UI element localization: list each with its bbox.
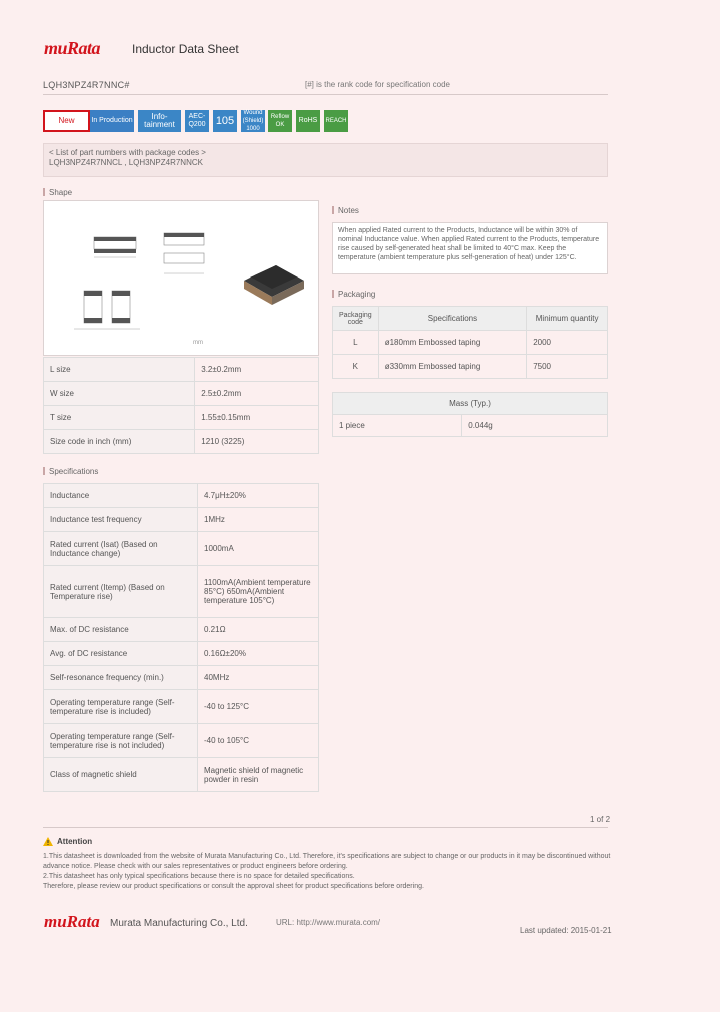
mass-table — [332, 392, 608, 437]
part-list-box — [43, 143, 608, 177]
spec-label: Operating temperature range (Self-temperature rise is not included) — [44, 724, 198, 758]
infotainment-badge: Info-tainment — [138, 110, 181, 132]
spec-value: 4.7μH±20% — [198, 484, 319, 508]
footer-murata-logo: muRata — [44, 912, 100, 931]
in-production-badge: In Production — [90, 110, 134, 132]
page-number: 1 of 2 — [590, 815, 611, 824]
mass-label: 1 piece — [333, 415, 462, 437]
page-title: Inductor Data Sheet — [132, 42, 239, 56]
packaging-spec: ø330mm Embossed taping — [378, 355, 527, 379]
reflow-ok-badge: Reflow OK — [268, 110, 292, 132]
spec-label: Rated current (Isat) (Based on Inductance change) — [44, 532, 198, 566]
spec-value: 1000mA — [198, 532, 319, 566]
mass-row — [333, 415, 608, 437]
new-badge: New — [43, 110, 90, 132]
notes-box — [332, 222, 608, 274]
spec-row — [44, 484, 319, 508]
dimension-row — [44, 430, 319, 454]
spec-row — [44, 758, 319, 792]
spec-row — [44, 566, 319, 618]
part-number: LQH3NPZ4R7NNC# — [43, 80, 130, 90]
temp-105-badge: 105 — [213, 110, 237, 132]
mass-value: 0.044g — [462, 415, 608, 437]
specifications-table — [43, 483, 319, 792]
mass-header-row — [333, 393, 608, 415]
packaging-row — [333, 331, 608, 355]
rohs-badge: RoHS — [296, 110, 320, 132]
part-list-parts: LQH3NPZ4R7NNCL , LQH3NPZ4R7NNCK — [49, 158, 203, 167]
footer-last-updated: Last updated: 2015-01-21 — [520, 926, 612, 935]
packaging-qty: 2000 — [527, 331, 608, 355]
packaging-head-code: Packaging code — [333, 307, 379, 331]
specifications-table-wrap — [43, 483, 319, 792]
wound-shield-badge: Wound (Shield) 1000 — [242, 110, 264, 132]
shape-section-title: Shape — [43, 188, 72, 197]
spec-label: Class of magnetic shield — [44, 758, 198, 792]
spec-label: Max. of DC resistance — [44, 618, 198, 642]
spec-value: 1100mA(Ambient temperature 85°C) 650mA(Ambient temperature 105°C) — [198, 566, 319, 618]
mass-table-wrap — [332, 392, 608, 437]
packaging-code: K — [333, 355, 379, 379]
packaging-header-row — [333, 307, 608, 331]
notes-text: When applied Rated current to the Products, Inductance will be within 30% of nominal Inductance value. When applied Rated current to the Products, temperature rise caused by self-generated heat shall be limited to 40°C max. Keep the temperature (ambient temperature plus self-generation of heat) under 125°C. — [338, 227, 600, 261]
spec-row — [44, 508, 319, 532]
dimension-table-wrap — [43, 357, 319, 454]
spec-value: 0.16Ω±20% — [198, 642, 319, 666]
footer-company: Murata Manufacturing Co., Ltd. — [110, 918, 248, 929]
shape-drawing — [44, 201, 318, 355]
attention-heading — [43, 837, 92, 846]
packaging-qty: 7500 — [527, 355, 608, 379]
attention-line: Therefore, please review our product specifications or consult the approval sheet for product specifications before ordering. — [43, 883, 424, 890]
spec-row — [44, 690, 319, 724]
spec-value: 0.21Ω — [198, 618, 319, 642]
spec-value: 1MHz — [198, 508, 319, 532]
spec-row — [44, 618, 319, 642]
packaging-code: L — [333, 331, 379, 355]
dimension-row — [44, 382, 319, 406]
spec-value: 40MHz — [198, 666, 319, 690]
dimension-row — [44, 358, 319, 382]
warning-icon — [43, 837, 53, 846]
rank-code-note: [#] is the rank code for specification code — [305, 80, 450, 89]
specifications-section-title: Specifications — [43, 467, 98, 476]
dimension-value: 1.55±0.15mm — [195, 406, 319, 430]
murata-logo: muRata — [44, 38, 101, 58]
packaging-section-title: Packaging — [332, 290, 375, 299]
spec-label: Rated current (Itemp) (Based on Temperature rise) — [44, 566, 198, 618]
dimension-row — [44, 406, 319, 430]
dimension-value: 3.2±0.2mm — [195, 358, 319, 382]
spec-row — [44, 642, 319, 666]
spec-value: -40 to 105°C — [198, 724, 319, 758]
spec-label: Self-resonance frequency (min.) — [44, 666, 198, 690]
packaging-table — [332, 306, 608, 379]
footer-url[interactable]: URL: http://www.murata.com/ — [276, 918, 381, 927]
mass-title: Mass (Typ.) — [333, 393, 608, 415]
spec-label: Inductance test frequency — [44, 508, 198, 532]
packaging-head-spec: Specifications — [378, 307, 527, 331]
attention-title: Attention — [57, 837, 93, 846]
aec-q200-badge: AEC-Q200 — [185, 110, 209, 132]
spec-row — [44, 532, 319, 566]
part-list-title: < List of part numbers with package codes > — [49, 148, 206, 157]
packaging-row — [333, 355, 608, 379]
shape-drawing-box — [43, 200, 319, 356]
shape-unit-note: mm — [193, 340, 203, 346]
dimension-value: 2.5±0.2mm — [195, 382, 319, 406]
header-divider — [43, 94, 608, 95]
dimension-table — [43, 357, 319, 454]
spec-label: Inductance — [44, 484, 198, 508]
packaging-spec: ø180mm Embossed taping — [378, 331, 527, 355]
reach-badge: REACH — [324, 110, 348, 132]
notes-section-title: Notes — [332, 206, 359, 215]
attention-line: 1.This datasheet is downloaded from the website of Murata Manufacturing Co., Ltd. Therefore, it's specifications are subject to change or our products in it may be discontinued without advance notice. Please check with our sales representatives or product engineers before ordering. — [43, 853, 611, 870]
dimension-value: 1210 (3225) — [195, 430, 319, 454]
dimension-label: L size — [44, 358, 195, 382]
attention-line: 2.This datasheet has only typical specifications because there is no space for detailed specifications. — [43, 873, 355, 880]
dimension-label: Size code in inch (mm) — [44, 430, 195, 454]
spec-row — [44, 666, 319, 690]
dimension-label: W size — [44, 382, 195, 406]
attention-text — [43, 852, 613, 892]
spec-label: Operating temperature range (Self-temperature rise is included) — [44, 690, 198, 724]
spec-label: Avg. of DC resistance — [44, 642, 198, 666]
packaging-table-wrap — [332, 306, 608, 379]
spec-value: -40 to 125°C — [198, 690, 319, 724]
dimension-label: T size — [44, 406, 195, 430]
spec-value: Magnetic shield of magnetic powder in resin — [198, 758, 319, 792]
packaging-head-qty: Minimum quantity — [527, 307, 608, 331]
attention-divider — [43, 827, 608, 828]
spec-row — [44, 724, 319, 758]
